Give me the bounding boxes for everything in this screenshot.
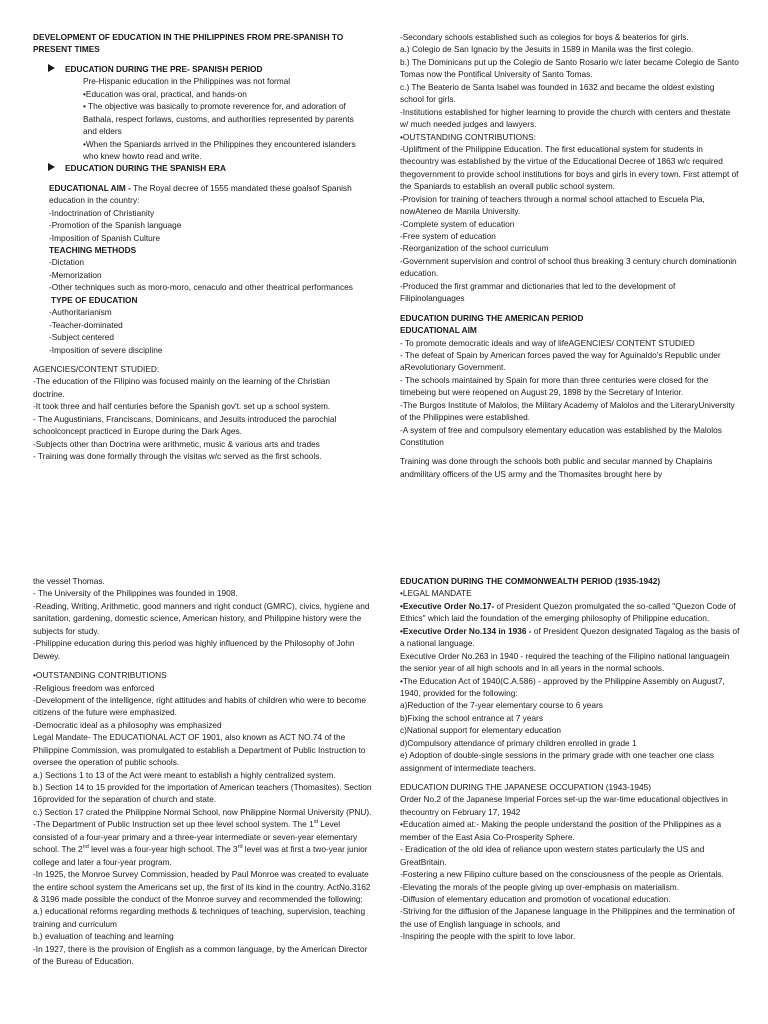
american-period-heading: EDUCATION DURING THE AMERICAN PERIOD xyxy=(400,312,584,323)
paragraph: Order No.2 of the Japanese Imperial Forces set-up the war-time educational objectives in thecountry on February 17, 1942 xyxy=(400,794,728,817)
paragraph: Executive Order No.263 in 1940 - required the teaching of the Filipino national languagein the senior year of all high schools and in all years in the normal schools. xyxy=(400,650,730,674)
paragraph: the vessel Thomas. xyxy=(33,576,105,586)
list-item: -Indoctrination of Christianity xyxy=(49,207,155,218)
paragraph: a.) educational reforms regarding methods & techniques of teaching, supervision, teaching training and curriculum xyxy=(33,906,366,929)
paragraph: •OUTSTANDING CONTRIBUTIONS xyxy=(33,670,167,681)
paragraph: a.) Colegio de San Ignacio by the Jesuits in 1589 in Manila was the first colegio. xyxy=(400,44,694,55)
paragraph: -Development of the intelligence, right attitudes and habits of children who were to become citizens of the future were emphasized. xyxy=(33,694,366,718)
list-item: a)Reduction of the 7-year elementary course to 6 years xyxy=(400,700,603,711)
paragraph: -Produced the first grammar and dictionaries that led to the development of Filipinolanguages xyxy=(400,280,676,304)
agencies-heading: AGENCIES/CONTENT STUDIED: xyxy=(33,363,160,374)
paragraph: -Secondary schools established such as colegios for boys & beaterios for girls. xyxy=(400,32,689,42)
list-item: • The objective was basically to promote reverence for, and adoration of Bathala, respect forlaws, customs, and authorities represented by parents and elders xyxy=(83,101,354,137)
paragraph: •Education aimed at:- Making the people understand the position of the Philippines as a member of the East Asia Co-Prosperity Sphere. xyxy=(400,819,722,842)
educational-aim-paragraph: EDUCATIONAL AIM - The Royal decree of 1555 mandated these goalsof Spanish education in the country: xyxy=(49,182,352,206)
paragraph: -Inspiring the people with the spirit to love labor. xyxy=(400,931,576,942)
dpi-paragraph: -The Department of Public Instruction set up thee level school system. The 1st Level consisted of a four-year primary and a three-year intermediate or seven-year elementary school. The 2nd level was a four-year high school. The 3rd level was at first a two-year junior college and later a four-year program. xyxy=(33,819,368,867)
p2-left-column xyxy=(33,575,373,968)
paragraph: -Elevating the morals of the people giving up over-emphasis on materialism. xyxy=(400,881,680,892)
list-item: Pre-Hispanic education in the Philippines was not formal xyxy=(83,76,291,87)
paragraph: -Free system of education xyxy=(400,231,496,241)
paragraph: - To promote democratic ideals and way of lifeAGENCIES/ CONTENT STUDIED xyxy=(400,337,695,348)
list-item: -Memorization xyxy=(49,269,102,280)
list-item: -Authoritarianism xyxy=(49,307,112,318)
list-item: c)National support for elementary education xyxy=(400,725,561,736)
list-item: -Imposition of Spanish Culture xyxy=(49,232,161,243)
paragraph: -Upliftment of the Philippine Education. The first educational system for students in thecountry was established by the virtue of the Educational Decree of 1863 w/c required thegovernment to provide school institutions for boys and girls in every town. First attempt of the Spaniards to establish an overall public school system. xyxy=(400,143,739,192)
list-item: -Dictation xyxy=(49,257,85,268)
paragraph: -Institutions established for higher learning to provide the church with centers and thestate w/ much needed judges and lawyers. xyxy=(400,106,731,130)
spanish-details xyxy=(33,182,358,356)
list-item: d)Compulsory attendance of primary children enrolled in grade 1 xyxy=(400,737,637,748)
paragraph: Training was done through the schools both public and secular manned by Chaplains andmilitary officers of the US army and the Thomasites brought here by xyxy=(400,456,713,479)
list-item: e) Adoption of double-single sessions in the primary grade with one teacher one class assignment of intermediate teachers. xyxy=(400,750,715,773)
list-item: •When the Spaniards arrived in the Philippines they encountered islanders who knew howto read and write. xyxy=(83,138,356,161)
paragraph: -Fostering a new Filipino culture based on the consciousness of the people as Orientals. xyxy=(400,869,724,880)
list-item: b)Fixing the school entrance at 7 years xyxy=(400,712,543,723)
spanish-era-heading: EDUCATION DURING THE SPANISH ERA xyxy=(33,162,358,174)
paragraph: b.) evaluation of teaching and learning xyxy=(33,931,174,942)
p1-right-column xyxy=(400,31,740,480)
paragraph: -Subjects other than Doctrina were arithmetic, music & various arts and trades xyxy=(33,438,320,449)
pre-spanish-heading: EDUCATION DURING THE PRE- SPANISH PERIOD xyxy=(33,63,358,75)
p1-left-column xyxy=(33,31,358,462)
paragraph: -The Burgos Institute of Malolos, the Military Academy of Malolos and the LiteraryUniversity of the Philippines were established. xyxy=(400,399,735,423)
paragraph: -It took three and half centuries before the Spanish gov't. set up a school system. xyxy=(33,401,331,412)
paragraph: -Diffusion of elementary education and promotion of vocational education. xyxy=(400,893,671,904)
paragraph: b.) The Dominicans put up the Colegio de Santo Rosario w/c later became Colegio de Santo Tomas now the Pontifical University of Santo Tomas. xyxy=(400,56,739,80)
paragraph: -Striving for the diffusion of the Japanese language in the Philippines and the termination of the use of English language in schools, and xyxy=(400,906,735,929)
paragraph: - The Augustinians, Franciscans, Dominicans, and Jesuits introduced the parochial schoolconcept practiced in Europe during the Dark Ages. xyxy=(33,413,337,437)
list-item: -Teacher-dominated xyxy=(49,319,123,330)
paragraph: - The defeat of Spain by American forces paved the way for Aguinaldo's Republic under aRevolutionary Government. xyxy=(400,349,721,373)
list-item: •Education was oral, practical, and hands-on xyxy=(83,88,247,99)
paragraph: -Government supervision and control of school thus breaking 3 century church dominationin education. xyxy=(400,255,737,279)
list-item: -Subject centered xyxy=(49,332,115,343)
paragraph: a.) Sections 1 to 13 of the Act were meant to establish a highly centralized system. xyxy=(33,769,336,780)
paragraph: - The schools maintained by Spain for more than three centuries were closed for the timebeing but were reopened on August 29, 1898 by the Secretary of Interior. xyxy=(400,374,709,398)
paragraph: -A system of free and compulsory elementary education was established by the Malolos Constitution xyxy=(400,424,722,447)
list-item: -Imposition of severe discipline xyxy=(49,344,163,355)
legal-mandate-label: •LEGAL MANDATE xyxy=(400,588,472,599)
paragraph: -Religious freedom was enforced xyxy=(33,682,155,693)
japanese-occupation-heading: EDUCATION DURING THE JAPANESE OCCUPATION (1943-1945) xyxy=(400,782,651,792)
paragraph: - Eradication of the old idea of reliance upon western states particularly the US and GreatBritain. xyxy=(400,844,705,867)
pre-spanish-list xyxy=(33,75,358,162)
paragraph: -The education of the Filipino was focused mainly on the learning of the Christian doctrine. xyxy=(33,376,331,399)
american-aim-heading: EDUCATIONAL AIM xyxy=(400,325,477,336)
paragraph: -Reading, Writing, Arithmetic, good manners and right conduct (GMRC), civics, hygiene and sanitation, gardening, domestic science, American history, and Philippine history were the subjects for study. xyxy=(33,600,370,636)
paragraph: •The Education Act of 1940(C.A.586) - approved by the Philippine Assembly on August7, 1940, provided for the following: xyxy=(400,675,725,698)
paragraph: -Reorganization of the school curriculum xyxy=(400,243,549,254)
commonwealth-heading: EDUCATION DURING THE COMMONWEALTH PERIOD (1935-1942) xyxy=(400,576,661,586)
paragraph: -Complete system of education xyxy=(400,218,515,229)
executive-order-134: •Executive Order No.134 in 1936 - of President Quezon designated Tagalog as the basis of a national language. xyxy=(400,625,740,649)
paragraph: Legal Mandate- The EDUCATIONAL ACT OF 1901, also known as ACT NO.74 of the Philippine Commission, was promulgated to establish a Department of Public Instruction to oversee the operation of public schools. xyxy=(33,732,366,768)
list-item: -Other techniques such as moro-moro, cenaculo and other theatrical performances xyxy=(49,282,353,293)
teaching-methods-heading: TEACHING METHODS xyxy=(49,245,137,255)
paragraph: -In 1925, the Monroe Survey Commission, headed by Paul Monroe was created to evaluate the entire school system the Americans set up, the first of its kind in the country. ActNo.3162 & 3196 made possible the conduct of the Monroe survey and recommended the following: xyxy=(33,869,371,904)
paragraph: c.) The Beaterio de Santa Isabel was founded in 1632 and became the oldest existing school for girls. xyxy=(400,81,715,105)
document-title: DEVELOPMENT OF EDUCATION IN THE PHILIPPINES FROM PRE-SPANISH TO PRESENT TIMES xyxy=(33,32,344,55)
paragraph: •OUTSTANDING CONTRIBUTIONS: xyxy=(400,131,536,142)
paragraph: -Philippine education during this period was highly influenced by the Philosophy of John Dewey. xyxy=(33,638,355,661)
arrow-bullet-icon xyxy=(48,64,55,72)
paragraph: b.) Section 14 to 15 provided for the importation of American teachers (Thomasites). Section 16provided for the separation of church and state. xyxy=(33,782,372,805)
paragraph: - Training was done formally through the visitas w/c served as the first schools. xyxy=(33,451,322,461)
p2-right-column xyxy=(400,575,740,943)
paragraph: c.) Section 17 crated the Philippine Normal School, now Philippine Normal University (PNU). xyxy=(33,806,372,817)
type-of-education-heading: TYPE OF EDUCATION xyxy=(51,294,138,305)
paragraph: -In 1927, there is the provision of English as a common language, by the American Director of the Bureau of Education. xyxy=(33,943,368,967)
paragraph: - The University of the Philippines was founded in 1908. xyxy=(33,588,238,599)
paragraph: -Provision for training of teachers through a normal school attached to Escuela Pia, nowAteneo de Manila University. xyxy=(400,193,705,217)
paragraph: -Democratic ideal as a philosophy was emphasized xyxy=(33,719,222,730)
list-item: -Promotion of the Spanish language xyxy=(49,220,182,231)
executive-order-17: •Executive Order No.17- of President Quezon promulgated the so-called "Quezon Code of Ethics" which laid the foundation of the emerging philosophy of Philippine education. xyxy=(400,600,736,624)
arrow-bullet-icon xyxy=(48,163,55,171)
